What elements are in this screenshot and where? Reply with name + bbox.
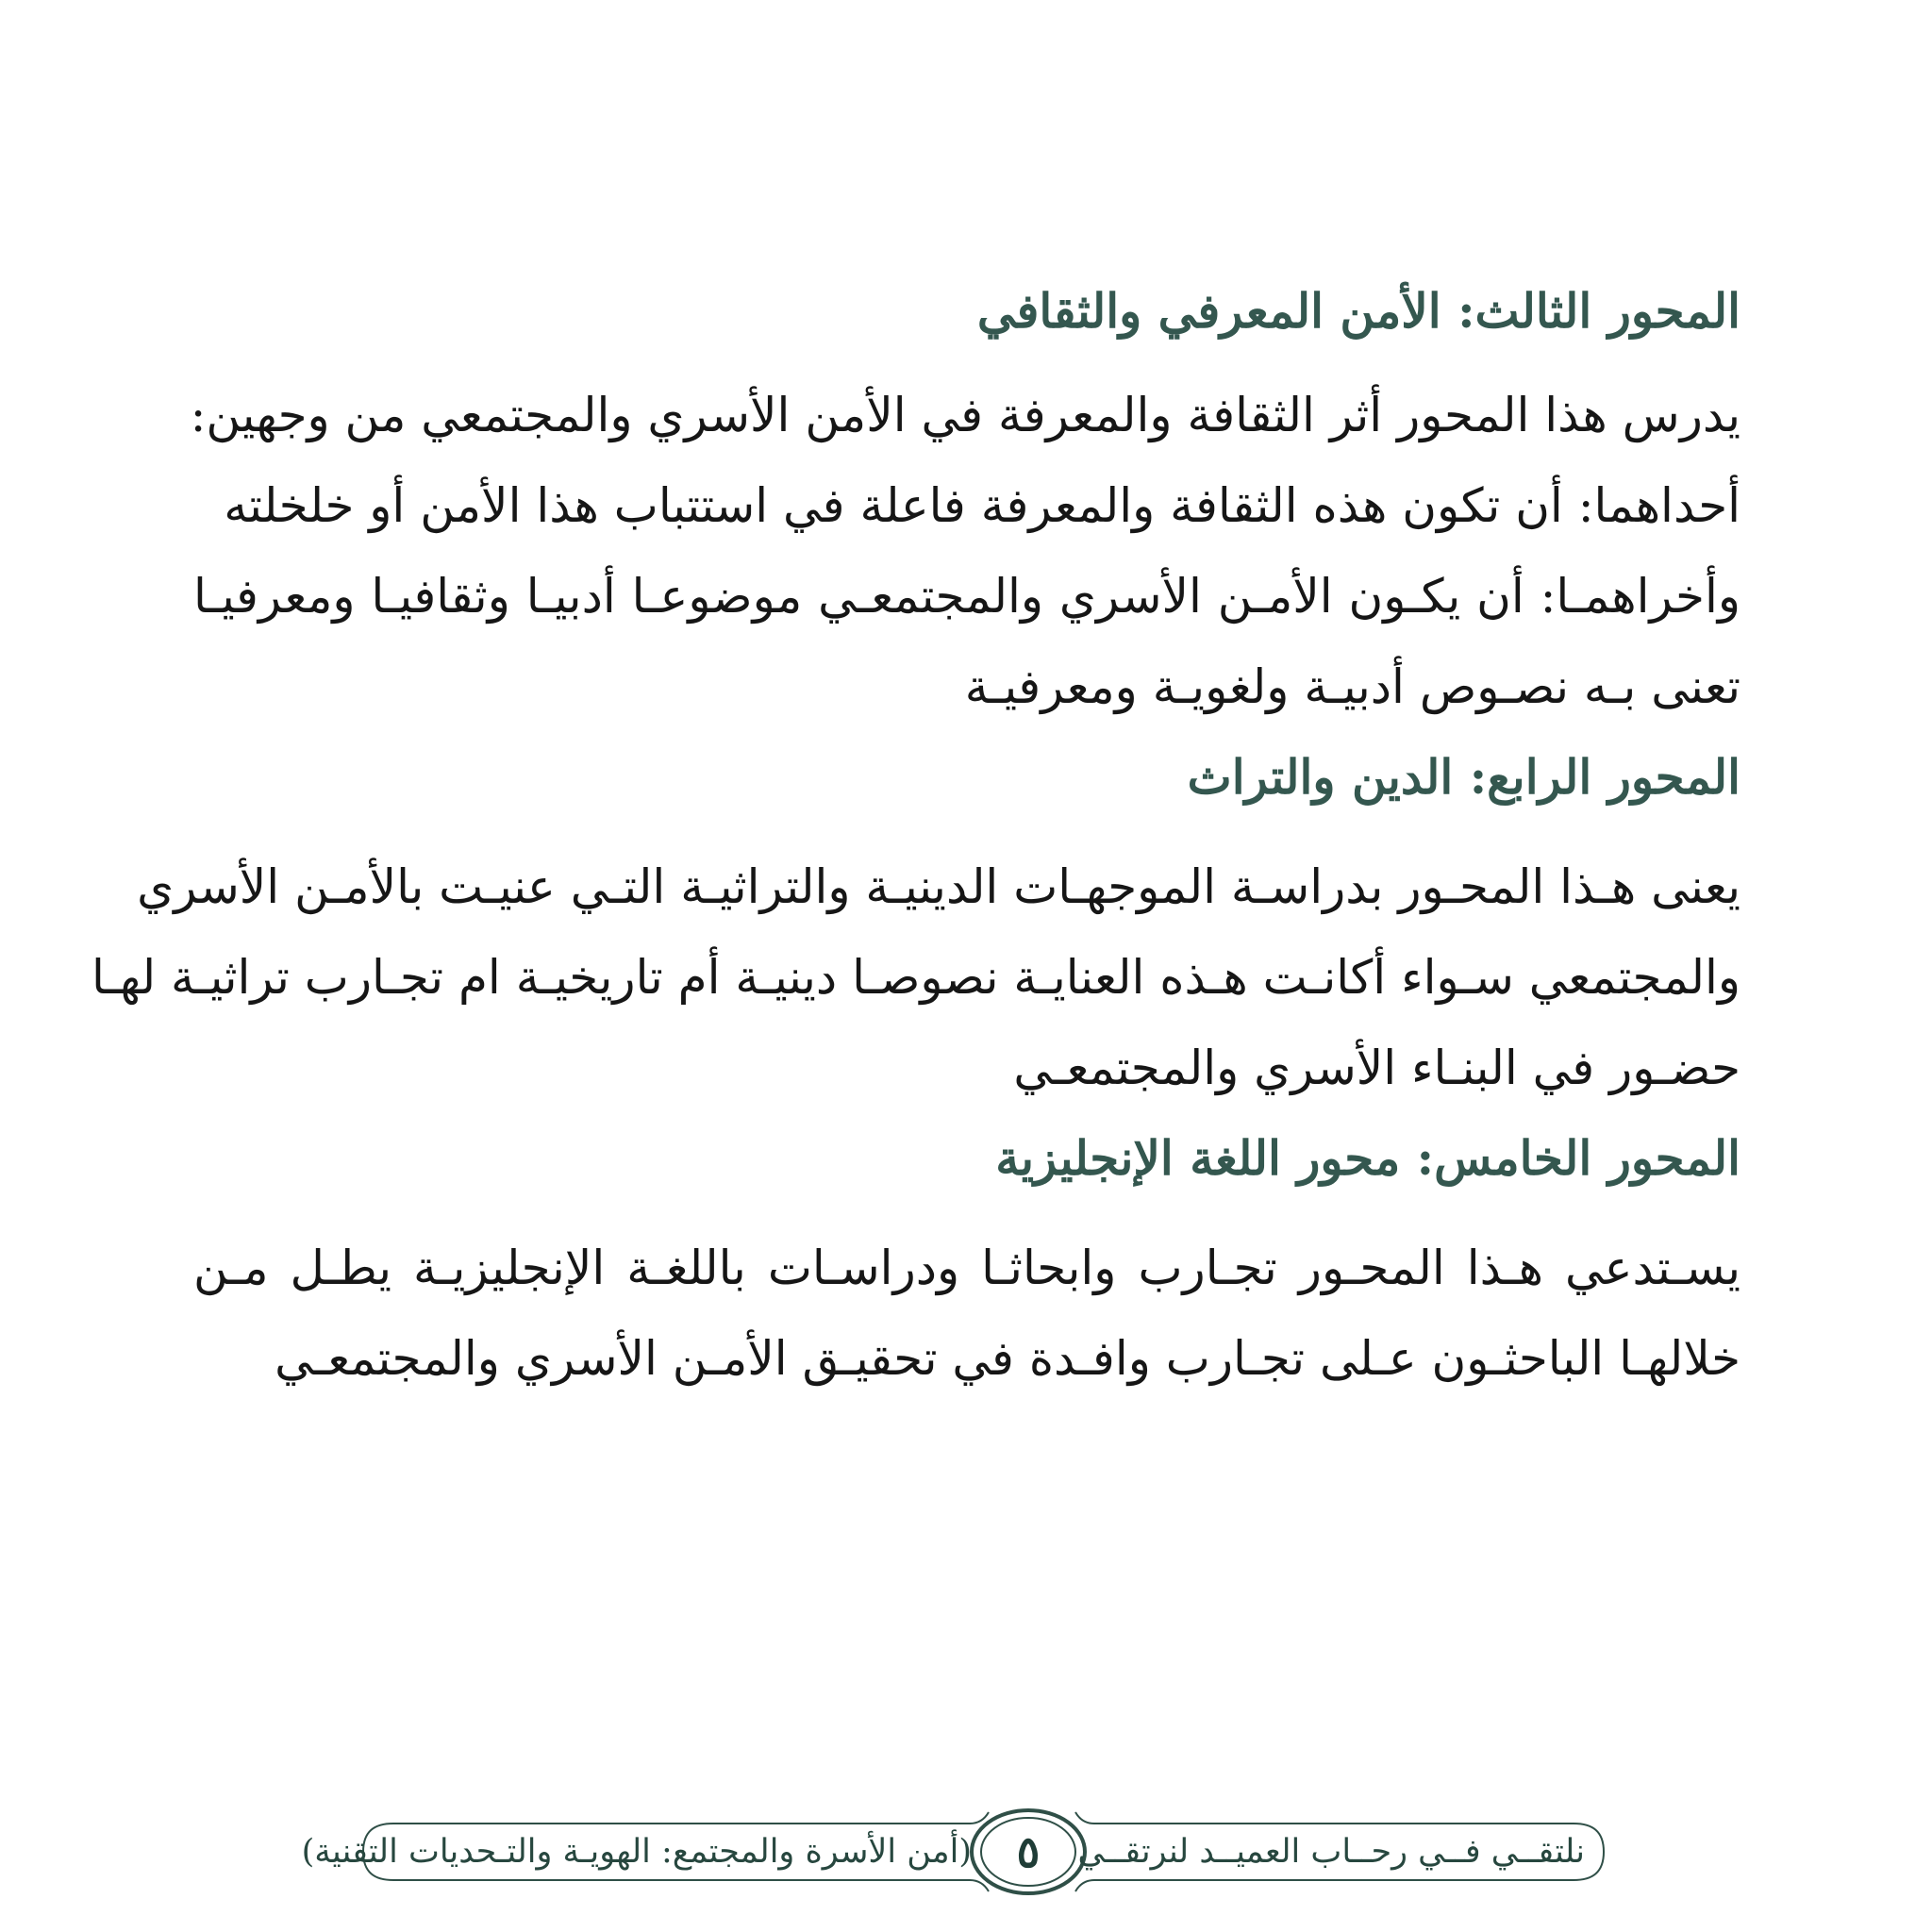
page-body [91,266,1740,1404]
section-5-heading: المحور الخامس: محور اللغة الإنجليزية [995,1130,1740,1186]
section-4-line-1: يعنى هـذا المحـور بدراسـة الموجهـات الدينيـة والتراثيـة التـي عنيـت بالأمـن الأسري [137,859,1740,914]
section-4-line-3: حضـور في البنـاء الأسري والمجتمعـي [1013,1041,1740,1095]
footer-slogan: نلتقــي فــي رحــاب العميــد لنرتقــي [1077,1833,1585,1871]
section-3-line-2: أحداهما: أن تكون هذه الثقافة والمعرفة فاعلة في استتباب هذا الأمن أو خلخلته [224,478,1740,533]
page-footer [0,1807,1932,1901]
section-3-line-4: تعنى بـه نصـوص أدبيـة ولغويـة ومعرفيـة [964,659,1740,714]
section-5-line-2: خلالهـا الباحثـون عـلى تجـارب وافـدة في تحقيـق الأمـن الأسري والمجتمعـي [275,1331,1740,1386]
section-5-line-1: يسـتدعي هـذا المحـور تجـارب وابحاثـا ودراسـات باللغـة الإنجليزيـة يطـل مـن [193,1241,1740,1295]
page-number: ٥ [1016,1826,1041,1877]
section-4-line-2: والمجتمعي سـواء أكانـت هـذه العنايـة نصوصـا دينيـة أم تاريخيـة ام تجـارب تراثيـة لهـا [91,950,1740,1005]
section-3-heading: المحور الثالث: الأمن المعرفي والثقافي [976,283,1740,339]
section-3-line-3: وأخراهمـا: أن يكـون الأمـن الأسري والمجتمعـي موضوعـا أدبيـا وثقافيـا ومعرفيـا [193,569,1740,624]
footer-conference-title: (أمن الأسرة والمجتمع: الهويـة والتـحديات التقنية) [301,1833,972,1871]
section-3-line-1: يدرس هذا المحور أثر الثقافة والمعرفة في الأمن الأسري والمجتمعي من وجهين: [190,388,1740,442]
section-4-heading: المحور الرابع: الدين والتراث [1187,749,1740,805]
